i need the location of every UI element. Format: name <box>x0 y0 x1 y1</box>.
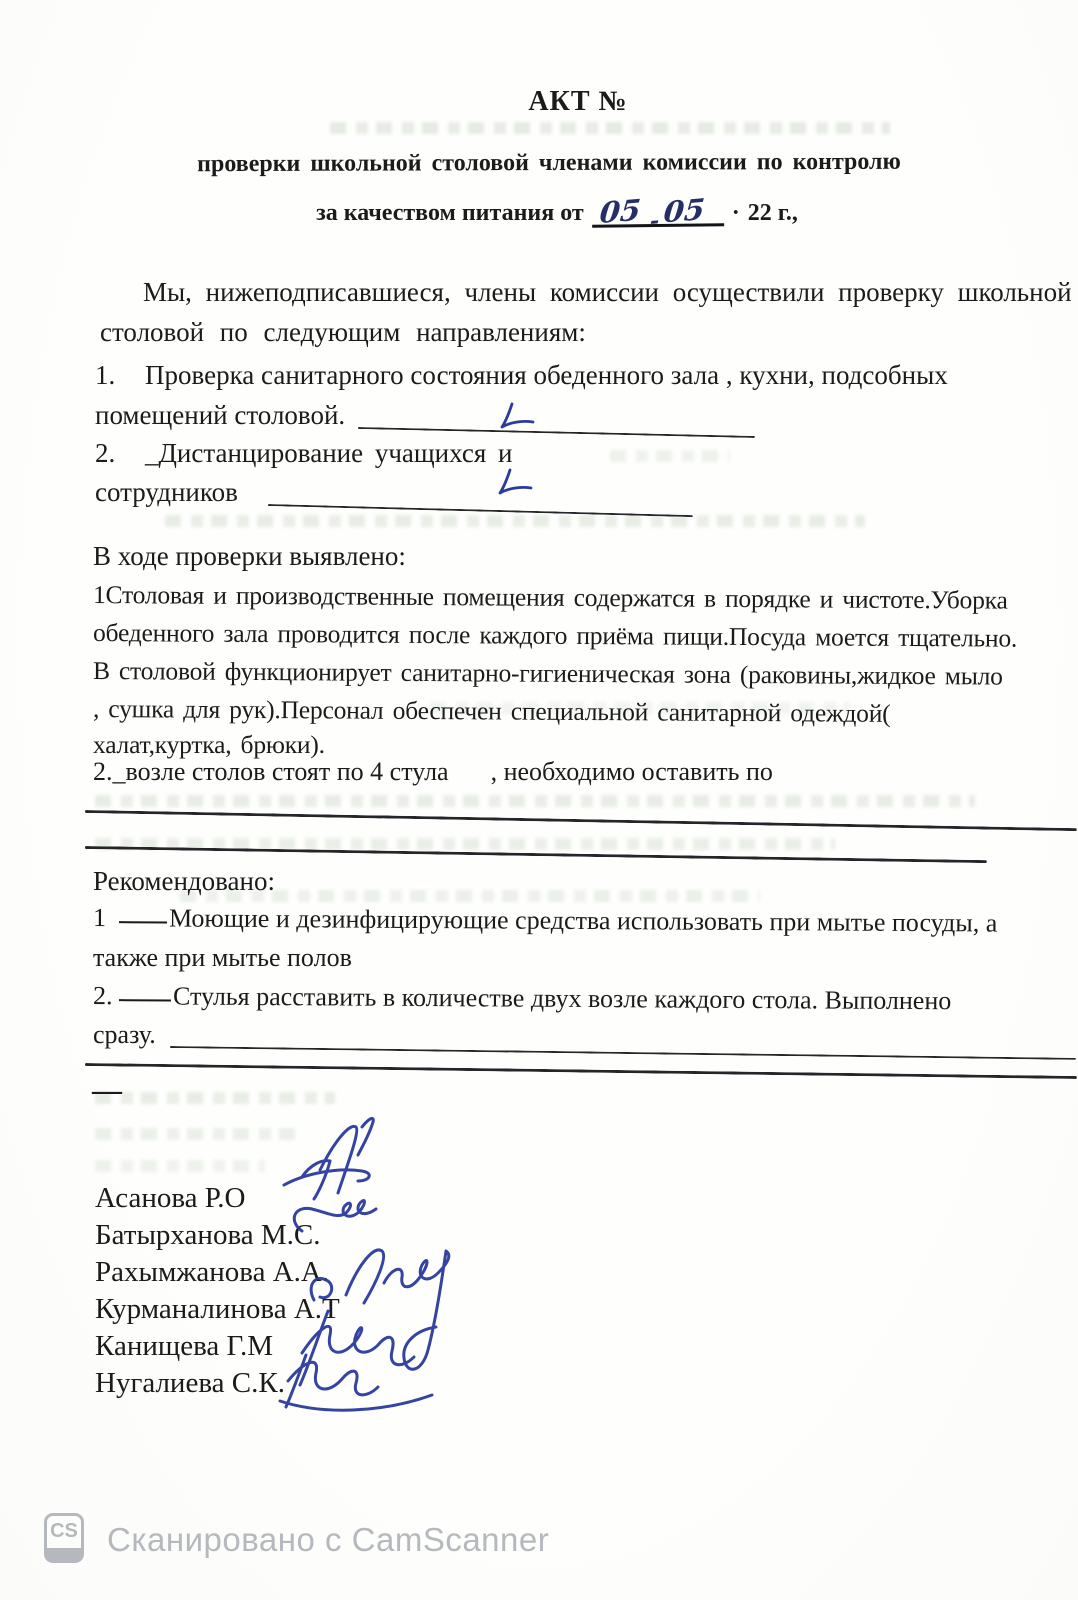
camscanner-logo-letters: CS <box>50 1520 78 1542</box>
recommendation-item-1 <box>93 903 997 939</box>
signature-name: Курманалинова А.Т <box>95 1293 340 1325</box>
signature-name: Нугалиева С.К. <box>95 1367 285 1399</box>
checklist-item-2-line2: сотрудников <box>95 477 238 507</box>
recommendation-item-2 <box>93 981 951 1016</box>
ghost-text-artifact <box>610 450 730 462</box>
document-title: АКТ № <box>528 86 628 117</box>
item-number: 2. <box>92 981 113 1011</box>
ghost-text-artifact <box>95 795 975 807</box>
chairs-note-part1: 2._возле столов стоят по 4 стула <box>93 757 449 786</box>
ghost-text-artifact <box>330 122 890 134</box>
checklist-item-2-line1: _Дистанцирование учащихся и <box>145 438 513 468</box>
findings-line: В столовой функционирует санитарно-гигиеническая зона (раковины,жидкое мыло <box>92 656 1003 691</box>
item-number: 1. <box>95 360 116 390</box>
recommendation-1-line1: Моющие и дезинфицирующие средства использовать при мытье посуды, а <box>168 903 998 938</box>
findings-line: обеденного зала проводится после каждого приёма пищи.Посуда моется тщательно. <box>92 618 1018 653</box>
checklist-item-2 <box>95 438 512 469</box>
ink-checkmark-icon <box>490 466 536 500</box>
checklist-item-1-line1: Проверка санитарного состояния обеденного зала , кухни, подсобных <box>145 360 948 390</box>
signature-name: Асанова Р.О <box>95 1182 246 1214</box>
handwritten-date-month: 05 <box>661 192 706 230</box>
date-field <box>592 191 724 235</box>
signature-name: Батырханова М.С. <box>95 1219 321 1251</box>
fill-in-line <box>358 427 755 438</box>
findings-header: В ходе проверки выявлено: <box>93 541 406 571</box>
signature-name: Рахымжанова А.А. <box>95 1256 330 1288</box>
intro-line2: столовой по следующим направлениям: <box>100 317 586 347</box>
signature-ink-icon <box>250 1115 550 1425</box>
fill-in-line <box>170 1046 1076 1060</box>
intro-line1: Мы, нижеподписавшиеся, члены комиссии осуществили проверку школьной <box>143 277 1072 307</box>
item-number: 1 <box>92 903 107 933</box>
camscanner-watermark: Сканировано с CamScanner <box>107 1521 550 1558</box>
ghost-text-artifact <box>95 1092 335 1104</box>
item-number: 2. <box>95 438 116 468</box>
date-dot: · <box>731 200 740 226</box>
camscanner-logo-icon <box>44 1513 84 1563</box>
ghost-text-artifact <box>95 1160 265 1172</box>
signature-name: Канищева Г.М <box>95 1330 274 1362</box>
recommendation-2-line2: сразу. <box>93 1020 156 1049</box>
fill-in-line <box>85 810 1077 831</box>
findings-line: , сушка для рук).Персонал обеспечен специальной санитарной одеждой( <box>92 694 891 728</box>
findings-line: халат,куртка, брюки). <box>93 730 325 759</box>
handwritten-date-separator: - <box>648 207 661 235</box>
recommendation-2-line1: Стулья расставить в количестве двух возле каждого стола. Выполнено <box>172 981 952 1016</box>
findings-line: 1Столовая и производственные помещения содержатся в порядке и чистоте.Уборка <box>92 580 1008 615</box>
recommendations-header: Рекомендовано: <box>93 866 275 896</box>
subtitle-date-prefix: за качеством питания от <box>316 200 584 226</box>
ghost-text-artifact <box>165 515 865 527</box>
recommendation-1-line2: также при мытье полов <box>93 943 352 972</box>
fill-in-line <box>85 1063 1077 1079</box>
handwritten-date-day: 05 <box>597 192 642 230</box>
chairs-note <box>93 757 773 787</box>
subtitle-date-suffix: 22 г., <box>747 200 798 226</box>
checklist-item-1-line2: помещений столовой. <box>95 400 346 430</box>
document-subtitle-line2 <box>0 192 1078 235</box>
checklist-item-1 <box>95 360 948 391</box>
dash-mark: — <box>92 1074 122 1107</box>
ink-checkmark-icon <box>492 400 538 434</box>
chairs-note-part2: , необходимо оставить по <box>490 757 773 786</box>
document-subtitle-line1: проверки школьной столовой членами комиссии по контролю <box>197 148 901 178</box>
